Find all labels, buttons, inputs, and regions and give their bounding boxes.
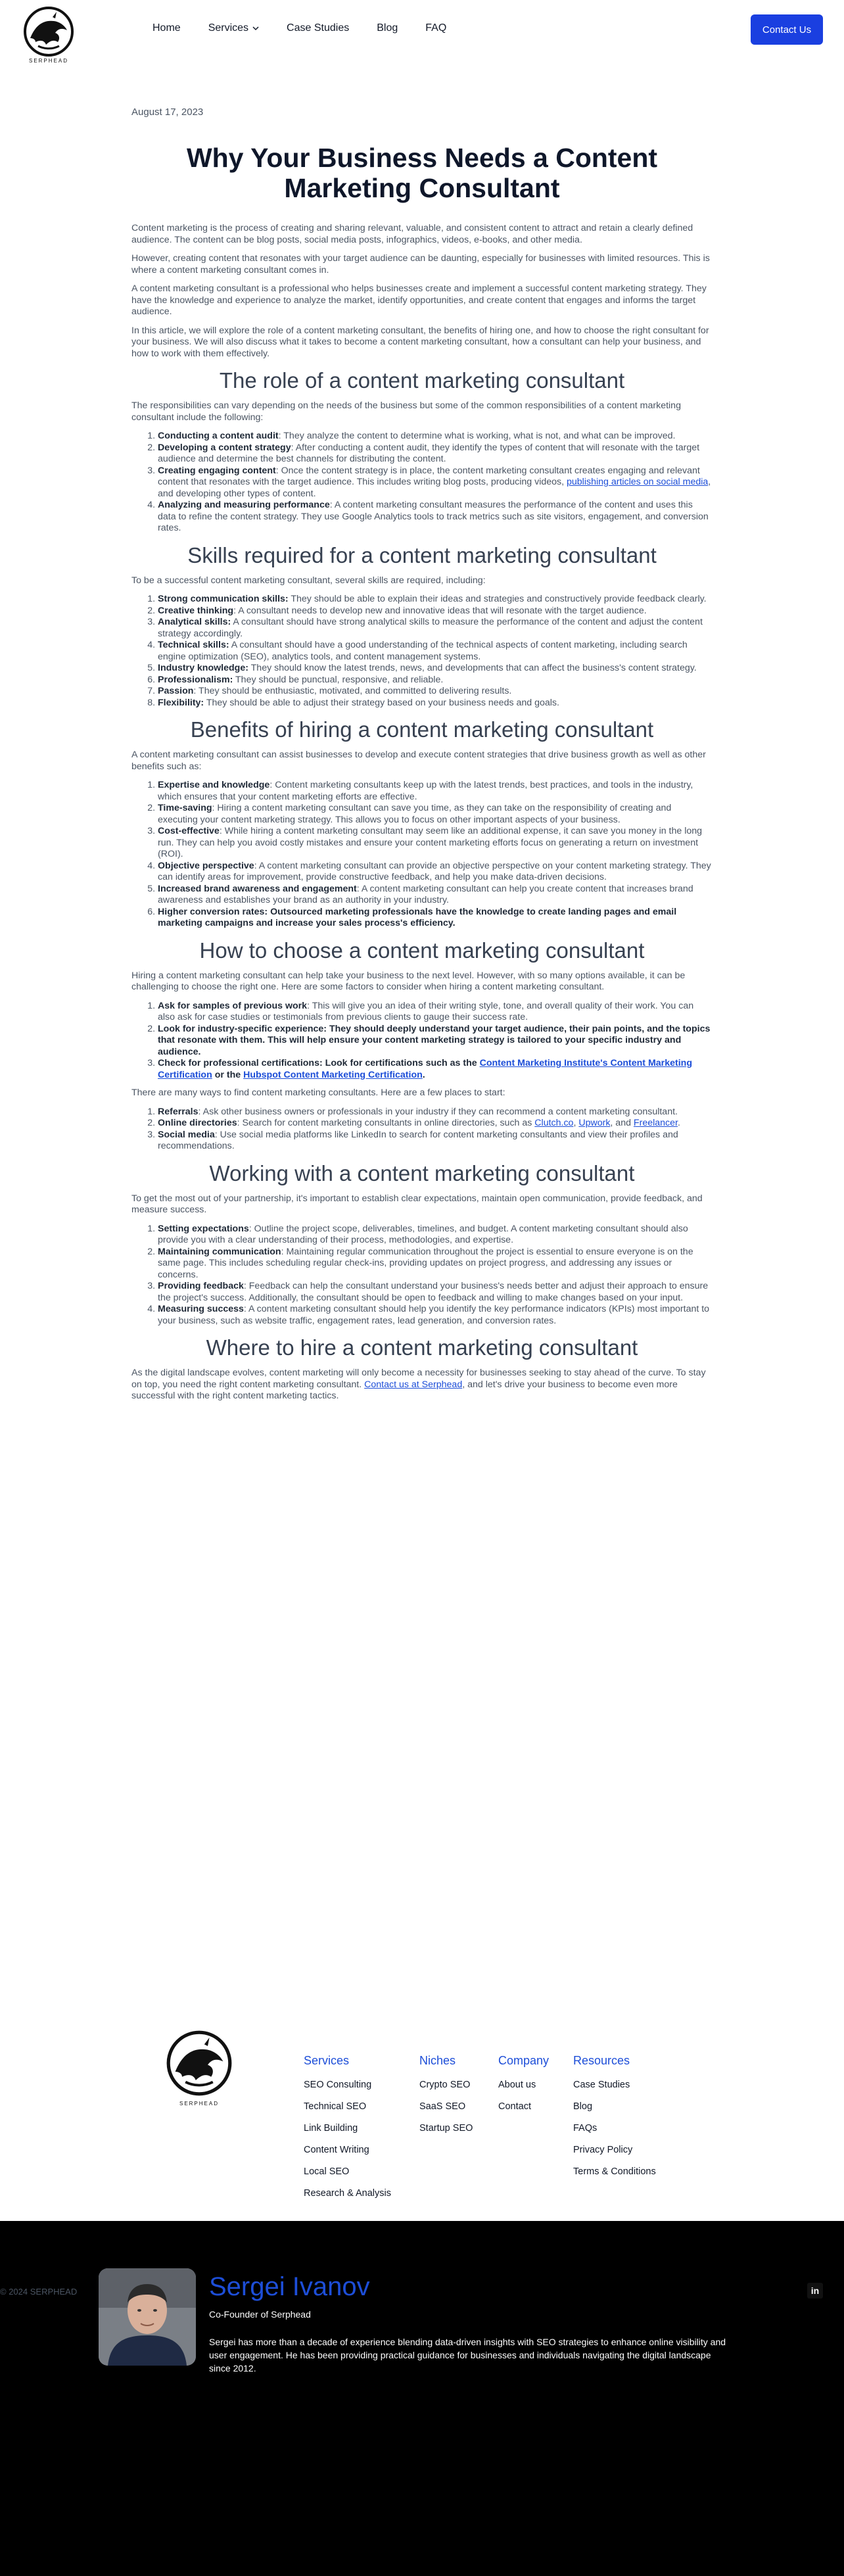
footer-link[interactable]: SEO Consulting [304,2080,372,2090]
list-item [158,861,713,884]
item-term: Cost-effective [158,826,220,836]
item-term: Online directories [158,1118,237,1128]
footer-link[interactable]: Contact [498,2101,531,2112]
logo[interactable] [21,5,76,67]
linkedin-icon[interactable]: in [807,2283,823,2299]
hire-paragraph [131,1368,713,1402]
item-text: A consultant should have a good understanding of the technical aspects of content marketing, including search engine optimization (SEO), analytics tools, and content management systems. [158,640,688,662]
section-heading-working: Working with a content marketing consultant [209,1160,635,1185]
ways-list [158,1107,713,1153]
working-list [158,1224,713,1327]
section-intro: To be a successful content marketing consultant, several skills are required, including: [131,575,486,586]
item-term: Creative thinking [158,605,234,616]
list-item [158,698,713,709]
footer-link[interactable]: Technical SEO [304,2101,367,2112]
item-text: : Once the content strategy is in place, the content marketing consultant creates engaging and relevant content that resonates with the target audience. This includes writing blog posts, producing videos, [158,465,700,487]
main-nav [152,22,474,34]
copyright: © 2024 SERPHEAD [0,2287,78,2297]
footer-link[interactable]: Terms & Conditions [573,2166,656,2177]
list-item [158,640,713,663]
nav-services-label: Services [208,22,249,34]
section-intro: To get the most out of your partnership, it's important to establish clear expectations, maintain open communication, provide feedback, and measure success. [131,1193,703,1215]
item-term: Higher conversion rates: Outsourced marketing professionals have the knowledge to create landing pages and email marketing campaigns and increase your sales process's efficiency. [158,906,677,928]
item-term: . [422,1069,425,1080]
footer-link[interactable]: FAQs [573,2123,598,2134]
section-heading-choose: How to choose a content marketing consultant [199,938,645,963]
list-item [158,780,713,803]
section-heading-skills: Skills required for a content marketing consultant [187,542,657,567]
nav-case-studies[interactable]: Case Studies [287,22,350,34]
footer-link[interactable]: Startup SEO [419,2123,473,2134]
item-text: They should be able to adjust their strategy based on your business needs and goals. [204,697,559,708]
list-item [158,1001,713,1024]
contact-us-button[interactable]: Contact Us [751,14,823,45]
nav-services[interactable] [208,22,259,34]
section-intro: Hiring a content marketing consultant can help take your business to the next level. However, with so many options available, it can be challenging to choose the right one. Here are some factors to consider when hiring a content marketing consultant. [131,970,686,992]
item-text: They should be able to explain their ideas and strategies and constructively provide feedback clearly. [288,594,707,604]
author-bio: Sergei has more than a decade of experience blending data-driven insights with SEO strategies to enhance online visibility and user engagement. He has been providing practical guidance for businesses and individuals navigating the digital landscape since 2012. [209,2337,726,2373]
footer-link[interactable]: Crypto SEO [419,2080,471,2090]
footer-link[interactable]: About us [498,2080,536,2090]
logo-emblem-icon [21,5,76,58]
item-term: Passion [158,686,194,696]
section-heading-benefits: Benefits of hiring a content marketing consultant [190,717,654,742]
benefits-list [158,780,713,930]
item-text: : Use social media platforms like LinkedIn to search for content marketing consultants and view their profiles and recommendations. [158,1129,678,1151]
section-intro: A content marketing consultant can assist businesses to develop and execute content strategies that drive business growth as well as other benefits such as: [131,750,706,772]
footer-heading: Services [304,2054,350,2067]
choose-list [158,1001,713,1082]
section-intro: There are many ways to find content marketing consultants. Here are a few places to start: [131,1087,505,1098]
intro-paragraph: However, creating content that resonates with your target audience can be daunting, especially for businesses with limited resources. This is where a content marketing consultant comes in. [131,253,710,275]
item-text: : A content marketing consultant can help you create content that increases brand awareness and establishes your brand as an authority in your industry. [158,883,693,905]
footer-link[interactable]: Case Studies [573,2080,630,2090]
item-text: : Maintaining regular communication throughout the project is essential to ensure everyone is on the same page. This includes scheduling regular check-ins, providing updates on project progress, and addressing any issues or concerns. [158,1246,693,1280]
list-item [158,884,713,907]
item-term: Developing a content strategy [158,442,291,453]
nav-blog[interactable]: Blog [377,22,398,34]
list-item [158,617,713,640]
item-term: Expertise and knowledge [158,780,270,790]
contact-serphead-link[interactable]: Contact us at Serphead [364,1379,463,1390]
list-item [158,1224,713,1247]
item-text: : Hiring a content marketing consultant can save you time, as they can take on the responsibility of creating and executing your content marketing strategy. This allows you to focus on other important aspects of your business. [158,803,672,825]
list-item [158,1107,713,1118]
item-text: A consultant should have strong analytical skills to measure the performance of the content and adjust the content strategy accordingly. [158,617,703,639]
item-term: or the [212,1069,244,1080]
section-heading-role: The role of a content marketing consultant [219,368,625,393]
hubspot-certification-link[interactable]: Hubspot Content Marketing Certification [243,1069,423,1080]
list-item [158,1118,713,1130]
publishing-articles-link[interactable]: publishing articles on social media [567,477,709,487]
footer-link[interactable]: Privacy Policy [573,2145,633,2155]
intro-paragraph: A content marketing consultant is a professional who helps businesses create and implement a successful content marketing strategy. They have the knowledge and experience to analyze the market, identify opportunities, and create content that engages and informs the target audience. [131,283,707,317]
item-text: : This will give you an idea of their writing style, tone, and overall quality of their work. You can also ask for case studies or testimonials from previous clients to gauge their success rate. [158,1000,694,1022]
item-text: : Feedback can help the consultant understand your business's needs better and adjust their approach to ensure the project's success. Additionally, the consultant should be open to feedback and willing to make changes based on your input. [158,1281,709,1303]
item-term: Look for industry-specific experience: They should deeply understand your target audience, their pain points, and the topics that resonate with them. This will help ensure your content marketing strategy is tailored to your specific industry and audience. [158,1023,711,1057]
footer-heading: Niches [419,2054,456,2067]
item-text: : While hiring a content marketing consultant may seem like an additional expense, it can save you money in the long run. They can help you avoid costly mistakes and ensure your content marketing efforts focus on generating a return on investment (ROI). [158,826,703,859]
author-role: Co-Founder of Serphead [209,2309,311,2320]
footer-heading: Resources [573,2054,630,2067]
item-text: : They analyze the content to determine what is working, what is not, and what can be improved. [278,431,676,441]
footer-link[interactable]: Blog [573,2101,593,2112]
item-text: : A content marketing consultant can provide an objective perspective on your content marketing strategy. They can identify areas for improvement, provide constructive feedback, and help you make data-driven decisions. [158,860,711,882]
item-text: : Outline the project scope, deliverables, timelines, and budget. A content marketing consultant should also provide you with a clear understanding of their process, methodologies, and expertise. [158,1223,688,1245]
nav-home[interactable]: Home [152,22,181,34]
footer-link[interactable]: Content Writing [304,2145,369,2155]
item-text: : Search for content marketing consultants in online directories, such as [237,1118,535,1128]
footer-link[interactable]: Link Building [304,2123,358,2134]
item-term: Professionalism: [158,674,233,685]
footer-column-resources [573,2054,656,2188]
item-term: Measuring success [158,1304,244,1314]
list-item [158,675,713,686]
item-term: Technical skills: [158,640,229,650]
footer-logo-text: SERPHEAD [179,2101,219,2107]
intro [131,223,713,360]
item-term: Maintaining communication [158,1246,281,1257]
item-term: Industry knowledge: [158,663,248,673]
list-item [158,1058,713,1081]
item-term: Time-saving [158,803,212,813]
item-text: They should be punctual, responsive, and reliable. [233,674,444,685]
item-text: , and developing other types of content. [158,477,711,499]
list-item [158,500,713,535]
cmi-certification-link[interactable]: Content Marketing Institute's Content Marketing Certification [158,1058,692,1080]
item-text: : After conducting a content audit, they identify the types of content that will resonate with the target audience and determine the best channels for distributing the content. [158,442,700,464]
item-text: : A content marketing consultant should help you identify the key performance indicators (KPIs) most important to your business, such as website traffic, engagement rates, lead generation, and conversion rates. [158,1304,710,1326]
footer-column-niches [419,2054,473,2145]
author-box [0,2221,844,2576]
footer-logo[interactable] [163,2029,235,2108]
article [131,107,713,1410]
site-header [0,0,844,64]
skills-list [158,594,713,709]
hire-text: As the digital landscape evolves, content marketing will only become a necessity for businesses seeking to stay ahead of the curve. To stay on top, you need the right content marketing consultant. [131,1368,706,1390]
item-term: Providing feedback [158,1281,244,1291]
intro-paragraph: In this article, we will explore the role of a content marketing consultant, the benefits of hiring one, and how to choose the right consultant for your business. We will also discuss what it takes to become a content marketing consultant, how a consultant can help your business, and how to work with them effectively. [131,325,709,359]
item-text: They should know the latest trends, news, and developments that can affect the business's content strategy. [248,663,697,673]
item-term: Social media [158,1129,215,1140]
footer-heading: Company [498,2054,550,2067]
nav-faq[interactable]: FAQ [425,22,447,34]
footer-link[interactable]: SaaS SEO [419,2101,466,2112]
item-text: : Ask other business owners or professionals in your industry if they can recommend a content marketing consultant. [198,1106,678,1117]
item-term: Setting expectations [158,1223,249,1234]
list-item [158,663,713,675]
list-item [158,431,713,442]
role-list [158,431,713,535]
item-term: Analytical skills: [158,617,231,627]
author-name: Sergei Ivanov [209,2272,370,2301]
list-item [158,686,713,698]
item-text: : They should be enthusiastic, motivated, and committed to delivering results. [193,686,512,696]
footer-link[interactable]: Research & Analysis [304,2188,391,2199]
item-term: Ask for samples of previous work [158,1000,308,1011]
list-item [158,907,713,930]
footer-column-services [304,2054,391,2210]
item-text: : Content marketing consultants keep up with the latest trends, best practices, and tools in the industry, which ensures that your content marketing efforts are effective. [158,780,693,802]
author-avatar [99,2268,196,2366]
list-item [158,606,713,617]
post-title: Why Your Business Needs a Content Marketing Consultant [186,143,658,203]
footer-link[interactable]: Local SEO [304,2166,350,2177]
item-text: : A content marketing consultant measures the performance of the content and uses this data to refine the content strategy. They use Google Analytics tools to track metrics such as site visitors, engagement, and conversion rates. [158,500,709,533]
intro-paragraph: Content marketing is the process of creating and sharing relevant, valuable, and consistent content to attract and retain a clearly defined audience. The content can be blog posts, social media posts, infographics, videos, e-books, and other media. [131,223,693,245]
list-item [158,1247,713,1281]
list-item [158,465,713,500]
item-term: Conducting a content audit [158,431,279,441]
item-term: Creating engaging content [158,465,276,476]
footer-column-company [498,2054,549,2123]
list-item [158,1024,713,1059]
post-date: August 17, 2023 [131,107,204,118]
chevron-down-icon [252,25,259,32]
author-portrait-icon [99,2268,196,2366]
hire-text: , and let's drive your business to become even more successful with the right content marketing tactics. [131,1379,678,1401]
list-item [158,442,713,465]
logo-text: SERPHEAD [28,58,68,64]
item-term: Strong communication skills: [158,594,289,604]
clutch-link[interactable]: Clutch.co [534,1118,574,1128]
item-text: , [573,1118,579,1128]
list-item [158,1281,713,1304]
logo-emblem-icon [163,2029,235,2097]
item-term: Check for professional certifications: Look for certifications such as the [158,1058,480,1068]
list-item [158,826,713,861]
freelancer-link[interactable]: Freelancer [633,1118,678,1128]
item-text: : A consultant needs to develop new and innovative ideas that will resonate with the target audience. [233,605,647,616]
item-term: Objective perspective [158,860,254,871]
item-text: , and [610,1118,634,1128]
section-intro: The responsibilities can vary depending on the needs of the business but some of the common responsibilities of a content marketing consultant include the following: [131,400,681,423]
item-text: . [677,1118,680,1128]
list-item [158,594,713,606]
item-term: Referrals [158,1106,199,1117]
item-term: Increased brand awareness and engagement [158,883,357,894]
list-item [158,1304,713,1327]
upwork-link[interactable]: Upwork [578,1118,611,1128]
section-heading-hire: Where to hire a content marketing consultant [206,1335,638,1360]
item-term: Analyzing and measuring performance [158,500,330,510]
list-item [158,803,713,826]
item-term: Flexibility: [158,697,204,708]
list-item [158,1130,713,1153]
